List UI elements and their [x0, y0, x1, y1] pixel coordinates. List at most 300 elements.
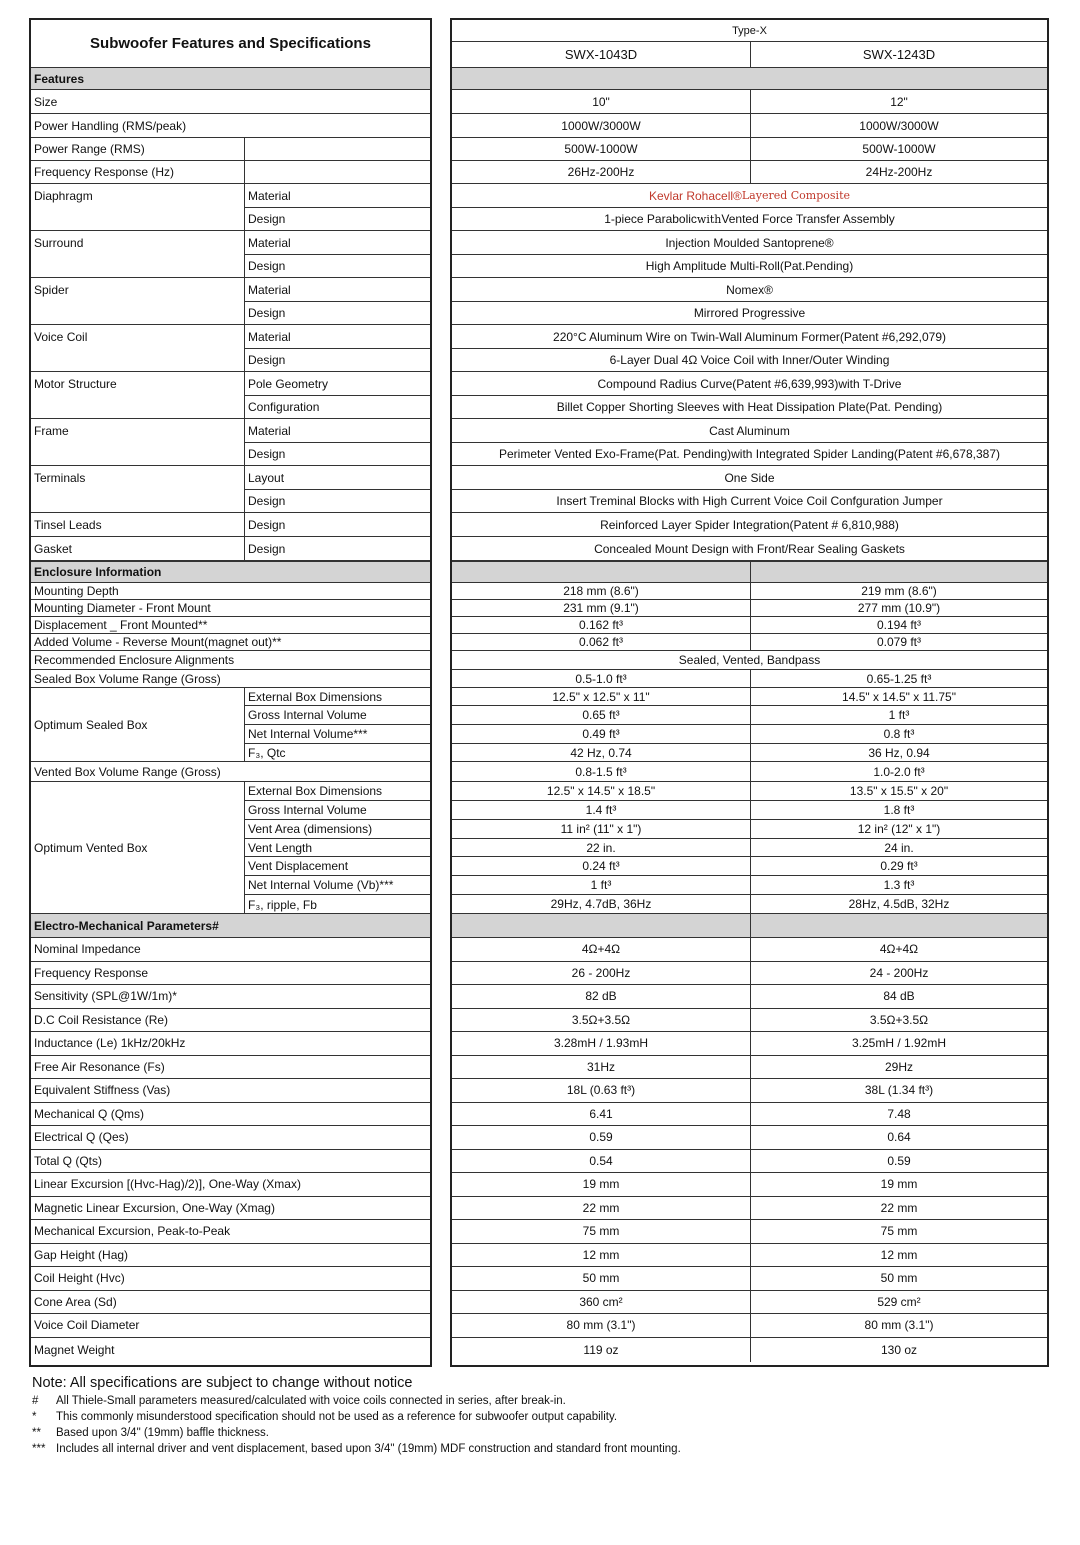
spec-value — [452, 349, 1047, 371]
em-label: Coil Height (Hvc) — [34, 1271, 125, 1286]
text-segment: Vented Force Transfer Assembly — [721, 212, 895, 226]
value-b: 4Ω+4Ω — [750, 938, 1047, 961]
sealed-sub-label: F₃, Qtc — [244, 744, 430, 762]
spec-value — [452, 184, 1047, 207]
vented-value-row — [452, 895, 1047, 914]
em-row — [31, 962, 430, 986]
value-a: 80 mm (3.1") — [566, 1318, 636, 1333]
note-text: Based upon 3/4" (19mm) baffle thickness. — [56, 1427, 269, 1439]
value-a: 18L (0.63 ft³) — [566, 1083, 636, 1098]
sealed-value-row — [452, 688, 1047, 706]
value-b: 24 - 200Hz — [750, 962, 1047, 985]
em-row — [31, 1314, 430, 1338]
sealed-sub-label: External Box Dimensions — [244, 688, 430, 706]
diaphragm-design — [452, 208, 1047, 231]
feature-name: Power Handling (RMS/peak) — [34, 118, 187, 133]
enclosure-value-row — [452, 634, 1047, 651]
em-value-row — [452, 1103, 1047, 1127]
value-b: 24Hz-200Hz — [750, 161, 1047, 183]
em-label: Mechanical Excursion, Peak-to-Peak — [34, 1224, 231, 1239]
enclosure-label: Mounting Diameter - Front Mount — [34, 601, 211, 615]
spec-value — [452, 231, 1047, 254]
frame-design — [452, 443, 1047, 466]
em-value-row — [452, 1338, 1047, 1362]
em-label: Magnet Weight — [34, 1342, 115, 1357]
feature-sub: Layout — [244, 466, 430, 490]
feature-row — [31, 208, 430, 231]
text-segment: Insert Treminal Blocks with High Current Voice Coil Confguration Jumper — [556, 494, 943, 508]
feature-row — [31, 114, 430, 138]
features-header-right — [452, 68, 1047, 90]
feature-sub — [244, 161, 430, 183]
em-value-row — [452, 1244, 1047, 1268]
feature-name: Frame — [34, 424, 69, 438]
surround-material — [452, 231, 1047, 255]
alignments-value: Sealed, Vented, Bandpass — [678, 653, 821, 667]
value-a: 218 mm (8.6") — [563, 584, 639, 598]
surround-design — [452, 255, 1047, 278]
feature-row — [31, 138, 430, 161]
feature-sub: Design — [244, 208, 430, 230]
model-row — [452, 42, 1047, 68]
em-value-row — [452, 1314, 1047, 1338]
type-label: Type-X — [732, 24, 767, 37]
feature-name: Spider — [34, 283, 69, 297]
feature-name — [31, 396, 244, 418]
em-row — [31, 1173, 430, 1197]
value-b: 22 mm — [750, 1197, 1047, 1220]
text-segment: (Pat. Pending) — [654, 447, 732, 461]
enclosure-row — [31, 600, 430, 617]
vented-sub-label: External Box Dimensions — [244, 782, 430, 801]
feature-name: Frequency Response (Hz) — [34, 165, 175, 179]
vc-design — [452, 349, 1047, 372]
value-a: 360 cm² — [579, 1294, 623, 1309]
value-a: 0.54 — [589, 1153, 613, 1168]
spec-value — [452, 396, 1047, 418]
sealed-sub-label: Gross Internal Volume — [244, 706, 430, 725]
em-value-row — [452, 1291, 1047, 1315]
em-row — [31, 1103, 430, 1127]
value-b: 75 mm — [750, 1220, 1047, 1243]
feature-row — [31, 184, 430, 208]
vented-value-row — [452, 801, 1047, 820]
text-segment: (Patent #6,678,387) — [893, 447, 1000, 461]
note-text: Includes all internal driver and vent displacement, based upon 3/4" (19mm) MDF construction and standard front mounting. — [56, 1443, 681, 1455]
spec-value — [452, 208, 1047, 230]
em-value-row — [452, 1267, 1047, 1291]
value-a: 119 oz — [583, 1342, 619, 1357]
section-header: Electro-Mechanical Parameters# — [34, 918, 219, 933]
value-a: 0.8-1.5 ft³ — [575, 764, 627, 779]
note-marker: * — [32, 1411, 37, 1423]
value-a: 0.65 ft³ — [582, 708, 620, 722]
vc-material — [452, 325, 1047, 349]
value-b: 29Hz — [750, 1056, 1047, 1079]
enclosure-header-right — [452, 561, 1047, 583]
diaphragm-material — [452, 184, 1047, 208]
value-a: 12.5" x 12.5" x 11" — [552, 689, 650, 704]
note-marker: # — [32, 1395, 39, 1407]
text-segment: (Patent # 6,810,988) — [789, 517, 899, 532]
value-b: 0.194 ft³ — [750, 617, 1047, 633]
split-row — [452, 90, 1047, 114]
feature-row — [31, 372, 430, 396]
spec-value — [452, 255, 1047, 277]
em-row — [31, 1338, 430, 1362]
em-row — [31, 1056, 430, 1080]
text-segment: 1-piece Parabolic — [604, 212, 697, 226]
text-segment: 6-Layer Dual 4Ω Voice Coil with Inner/Outer Winding — [609, 353, 890, 367]
value-a: 1.4 ft³ — [585, 803, 617, 817]
enclosure-label: Displacement _ Front Mounted** — [34, 618, 208, 632]
em-value-row — [452, 1150, 1047, 1174]
notes-section — [32, 1375, 1052, 1459]
em-label: Equivalent Stiffness (Vas) — [34, 1083, 171, 1098]
value-a: 1000W/3000W — [561, 118, 641, 133]
em-label: Total Q (Qts) — [34, 1153, 103, 1168]
spec-value — [452, 466, 1047, 489]
em-label: Inductance (Le) 1kHz/20kHz — [34, 1036, 186, 1051]
enclosure-label: Sealed Box Volume Range (Gross) — [34, 671, 221, 686]
em-value-row — [452, 1220, 1047, 1244]
em-value-row — [452, 985, 1047, 1009]
model-a: SWX-1043D — [564, 47, 638, 62]
value-b: 1.8 ft³ — [750, 801, 1047, 819]
feature-sub: Material — [244, 419, 430, 443]
feature-sub: Design — [244, 349, 430, 371]
feature-row — [31, 466, 430, 490]
em-header-right — [452, 914, 1047, 938]
value-b: 12" — [750, 90, 1047, 113]
value-a: 1 ft³ — [590, 878, 612, 892]
value-b: 1.3 ft³ — [750, 876, 1047, 894]
section-header: Enclosure Information — [34, 565, 162, 579]
spec-value — [452, 490, 1047, 512]
feature-name: Size — [34, 94, 58, 109]
note-text: This commonly misunderstood specification should not be used as a reference for subwoofer output capability. — [56, 1411, 618, 1423]
terminal-design — [452, 490, 1047, 513]
value-a: 4Ω+4Ω — [581, 942, 621, 957]
enclosure-label: Recommended Enclosure Alignments — [34, 653, 235, 667]
vented-range-label: Vented Box Volume Range (Gross) — [34, 764, 221, 779]
title-row — [31, 20, 430, 68]
feature-row — [31, 278, 430, 302]
enclosure-label: Added Volume - Reverse Mount(magnet out)** — [34, 635, 282, 649]
feature-row — [31, 161, 430, 184]
feature-row — [31, 419, 430, 443]
value-b: 0.29 ft³ — [750, 857, 1047, 875]
value-b: 3.5Ω+3.5Ω — [750, 1009, 1047, 1032]
feature-row — [31, 349, 430, 372]
text-segment: Concealed Mount Design with Front/Rear Sealing Gaskets — [594, 541, 905, 556]
text-segment: Cast Aluminum — [709, 423, 790, 438]
value-a: 6.41 — [589, 1106, 613, 1121]
feature-sub — [244, 138, 430, 160]
spider-material — [452, 278, 1047, 302]
value-a: 0.59 — [589, 1130, 613, 1145]
text-segment: Perimeter Vented Exo-Frame — [499, 447, 655, 461]
em-label: Cone Area (Sd) — [34, 1294, 117, 1309]
split-row — [452, 138, 1047, 161]
text-segment: Mirrored Progressive — [693, 306, 806, 320]
spec-value — [452, 419, 1047, 442]
em-label: Gap Height (Hag) — [34, 1247, 129, 1262]
specs-table-right — [450, 18, 1049, 1367]
feature-name — [31, 443, 244, 465]
header-divider — [750, 562, 1047, 582]
value-a: 50 mm — [582, 1271, 620, 1286]
em-value-row — [452, 962, 1047, 986]
em-label: Sensitivity (SPL@1W/1m)* — [34, 989, 177, 1004]
value-b: 80 mm (3.1") — [750, 1314, 1047, 1337]
vented-sub-label: Vent Area (dimensions) — [244, 820, 430, 839]
feature-sub: Pole Geometry — [244, 372, 430, 396]
em-row — [31, 985, 430, 1009]
feature-sub: Design — [244, 490, 430, 512]
spider-design — [452, 302, 1047, 325]
text-segment: Compound Radius Curve — [597, 376, 733, 391]
spec-value — [452, 325, 1047, 348]
split-row — [452, 114, 1047, 138]
type-row — [452, 20, 1047, 42]
em-row — [31, 938, 430, 962]
value-b: 0.079 ft³ — [750, 634, 1047, 650]
value-b: 1.0-2.0 ft³ — [750, 762, 1047, 781]
value-b: 19 mm — [750, 1173, 1047, 1196]
feature-sub: Design — [244, 513, 430, 536]
em-row — [31, 1197, 430, 1221]
value-b: 24 in. — [750, 839, 1047, 856]
value-b: 3.25mH / 1.92mH — [750, 1032, 1047, 1055]
enclosure-row — [31, 762, 430, 782]
vented-sub-label: Net Internal Volume (Vb)*** — [244, 876, 430, 895]
value-a: 231 mm (9.1") — [563, 601, 639, 615]
enclosure-value-row — [452, 617, 1047, 634]
value-a: 0.162 ft³ — [578, 618, 624, 632]
em-label: Electrical Q (Qes) — [34, 1130, 129, 1145]
value-a: 10" — [592, 94, 610, 109]
value-b: 0.64 — [750, 1126, 1047, 1149]
feature-row — [31, 90, 430, 114]
enclosure-label: Mounting Depth — [34, 584, 119, 598]
alignments-row — [452, 651, 1047, 670]
value-a: 26Hz-200Hz — [567, 165, 635, 179]
text-segment: Injection Moulded Santoprene® — [665, 235, 834, 250]
em-label: Voice Coil Diameter — [34, 1318, 140, 1333]
value-a: 3.5Ω+3.5Ω — [571, 1012, 631, 1027]
em-label: Frequency Response — [34, 965, 149, 980]
vented-value-row — [452, 857, 1047, 876]
value-a: 0.24 ft³ — [582, 859, 620, 873]
value-a: 12 mm — [582, 1247, 620, 1262]
feature-name: Power Range (RMS) — [34, 142, 145, 156]
gasket — [452, 537, 1047, 561]
em-row — [31, 1220, 430, 1244]
feature-sub: Design — [244, 255, 430, 277]
feature-row — [31, 396, 430, 419]
em-value-row — [452, 1056, 1047, 1080]
vented-value-row — [452, 839, 1047, 857]
note-line — [32, 1427, 1052, 1439]
feature-sub: Design — [244, 302, 430, 324]
em-row — [31, 1009, 430, 1033]
feature-row — [31, 325, 430, 349]
value-b: 500W-1000W — [750, 138, 1047, 160]
text-segment: (Patent #6,639,993) — [732, 376, 839, 391]
vented-value-row — [452, 820, 1047, 839]
vented-sub-label: Vent Length — [244, 839, 430, 857]
enclosure-value-row — [452, 600, 1047, 617]
header-divider — [750, 914, 1047, 937]
note-line — [32, 1411, 1052, 1423]
feature-sub: Material — [244, 184, 430, 208]
feature-row — [31, 255, 430, 278]
feature-name: Motor Structure — [34, 377, 117, 391]
value-b: 14.5" x 14.5" x 11.75" — [750, 688, 1047, 705]
value-a: 3.28mH / 1.93mH — [553, 1036, 649, 1051]
value-b: 13.5" x 15.5" x 20" — [750, 782, 1047, 800]
spec-value — [452, 537, 1047, 560]
enclosure-value-row — [452, 583, 1047, 600]
split-row — [452, 161, 1047, 184]
em-value-row — [452, 1009, 1047, 1033]
em-row — [31, 1032, 430, 1056]
em-label: D.C Coil Resistance (Re) — [34, 1012, 169, 1027]
value-a: 22 in. — [586, 840, 616, 855]
text-segment: High Amplitude Multi-Roll — [645, 259, 780, 273]
value-b: 7.48 — [750, 1103, 1047, 1126]
value-b: 130 oz — [750, 1338, 1047, 1362]
vented-range-row — [452, 762, 1047, 782]
value-a: 26 - 200Hz — [571, 965, 631, 980]
value-a: 75 mm — [582, 1224, 620, 1239]
em-value-row — [452, 1126, 1047, 1150]
feature-name: Voice Coil — [34, 330, 88, 344]
enclosure-row — [31, 670, 430, 688]
features-header — [31, 68, 430, 90]
feature-row — [31, 513, 430, 537]
value-b: 12 in² (12" x 1") — [750, 820, 1047, 838]
em-value-row — [452, 1079, 1047, 1103]
em-row — [31, 1126, 430, 1150]
vented-sub-label: F₃, ripple, Fb — [244, 895, 430, 914]
feature-sub: Material — [244, 231, 430, 255]
feature-row — [31, 231, 430, 255]
sealed-value-row — [452, 706, 1047, 725]
vented-group — [31, 782, 430, 914]
feature-name — [31, 208, 244, 230]
sealed-value-row — [452, 744, 1047, 762]
value-b: 50 mm — [750, 1267, 1047, 1290]
value-b: 1000W/3000W — [750, 114, 1047, 137]
value-a: 0.062 ft³ — [578, 635, 624, 649]
feature-row — [31, 490, 430, 513]
sealed-label: Optimum Sealed Box — [34, 717, 148, 732]
note-line — [32, 1395, 1052, 1407]
sealed-sub-label: Net Internal Volume*** — [244, 725, 430, 744]
value-a: 500W-1000W — [564, 142, 638, 156]
vented-value-row — [452, 876, 1047, 895]
value-a: 19 mm — [582, 1177, 620, 1192]
table-title: Subwoofer Features and Specifications — [90, 35, 371, 52]
note-line — [32, 1443, 1052, 1455]
value-b: 38L (1.34 ft³) — [750, 1079, 1047, 1102]
em-value-row — [452, 938, 1047, 962]
sealed-range-row — [452, 670, 1047, 688]
em-label: Free Air Resonance (Fs) — [34, 1059, 165, 1074]
enclosure-row — [31, 617, 430, 634]
note-text: All Thiele-Small parameters measured/calculated with voice coils connected in series, after break-in. — [56, 1395, 566, 1407]
note-marker: *** — [32, 1443, 46, 1455]
text-segment: (Pat.Pending) — [779, 259, 854, 273]
em-header — [31, 914, 430, 938]
em-label: Magnetic Linear Excursion, One-Way (Xmag) — [34, 1200, 275, 1215]
value-a: 12.5" x 14.5" x 18.5" — [546, 784, 656, 798]
value-a: 11 in² (11" x 1") — [560, 822, 642, 836]
feature-sub: Design — [244, 443, 430, 465]
notes-heading: Note: All specifications are subject to change without notice — [32, 1375, 413, 1391]
value-b: 219 mm (8.6") — [750, 583, 1047, 599]
feature-name — [31, 302, 244, 324]
spec-value — [452, 443, 1047, 465]
vented-sub-label: Gross Internal Volume — [244, 801, 430, 820]
value-a: 0.5-1.0 ft³ — [575, 671, 627, 686]
feature-name: Diaphragm — [34, 189, 93, 203]
feature-name: Surround — [34, 236, 84, 250]
em-row — [31, 1291, 430, 1315]
em-label: Linear Excursion [(Hvc-Hag)/2)], One-Way (Xmax) — [34, 1177, 301, 1192]
value-a: 29Hz, 4.7dB, 36Hz — [550, 897, 652, 911]
frame-material — [452, 419, 1047, 443]
text-segment: with Integrated Spider Landing — [731, 447, 894, 461]
feature-name — [31, 349, 244, 371]
features-table-left — [29, 18, 432, 1367]
feature-sub: Design — [244, 537, 430, 560]
sealed-value-row — [452, 725, 1047, 744]
terminal-layout — [452, 466, 1047, 490]
feature-sub: Material — [244, 278, 430, 302]
text-segment: One Side — [724, 470, 775, 485]
text-segment: (Pat. Pending) — [865, 400, 943, 414]
value-b: 529 cm² — [750, 1291, 1047, 1314]
enclosure-row — [31, 634, 430, 651]
spec-value — [452, 302, 1047, 324]
feature-row — [31, 537, 430, 561]
text-segment: Nomex® — [726, 282, 773, 297]
em-row — [31, 1267, 430, 1291]
text-segment: (Patent #6,292,079) — [839, 329, 946, 344]
vented-value-row — [452, 782, 1047, 801]
tinsel-leads — [452, 513, 1047, 537]
feature-name — [31, 490, 244, 512]
enclosure-header — [31, 561, 430, 583]
em-value-row — [452, 1032, 1047, 1056]
value-b: 0.65-1.25 ft³ — [750, 670, 1047, 687]
value-b: 28Hz, 4.5dB, 32Hz — [750, 895, 1047, 913]
value-a: 42 Hz, 0.74 — [570, 745, 632, 760]
vented-label: Optimum Vented Box — [34, 840, 148, 855]
spec-value — [452, 278, 1047, 301]
pole-geometry — [452, 372, 1047, 396]
feature-name: Tinsel Leads — [34, 517, 102, 532]
em-row — [31, 1079, 430, 1103]
em-row — [31, 1150, 430, 1174]
value-a: 0.49 ft³ — [582, 727, 620, 741]
model-b: SWX-1243D — [750, 42, 1047, 67]
feature-name: Terminals — [34, 471, 86, 485]
text-segment: with — [696, 212, 722, 226]
